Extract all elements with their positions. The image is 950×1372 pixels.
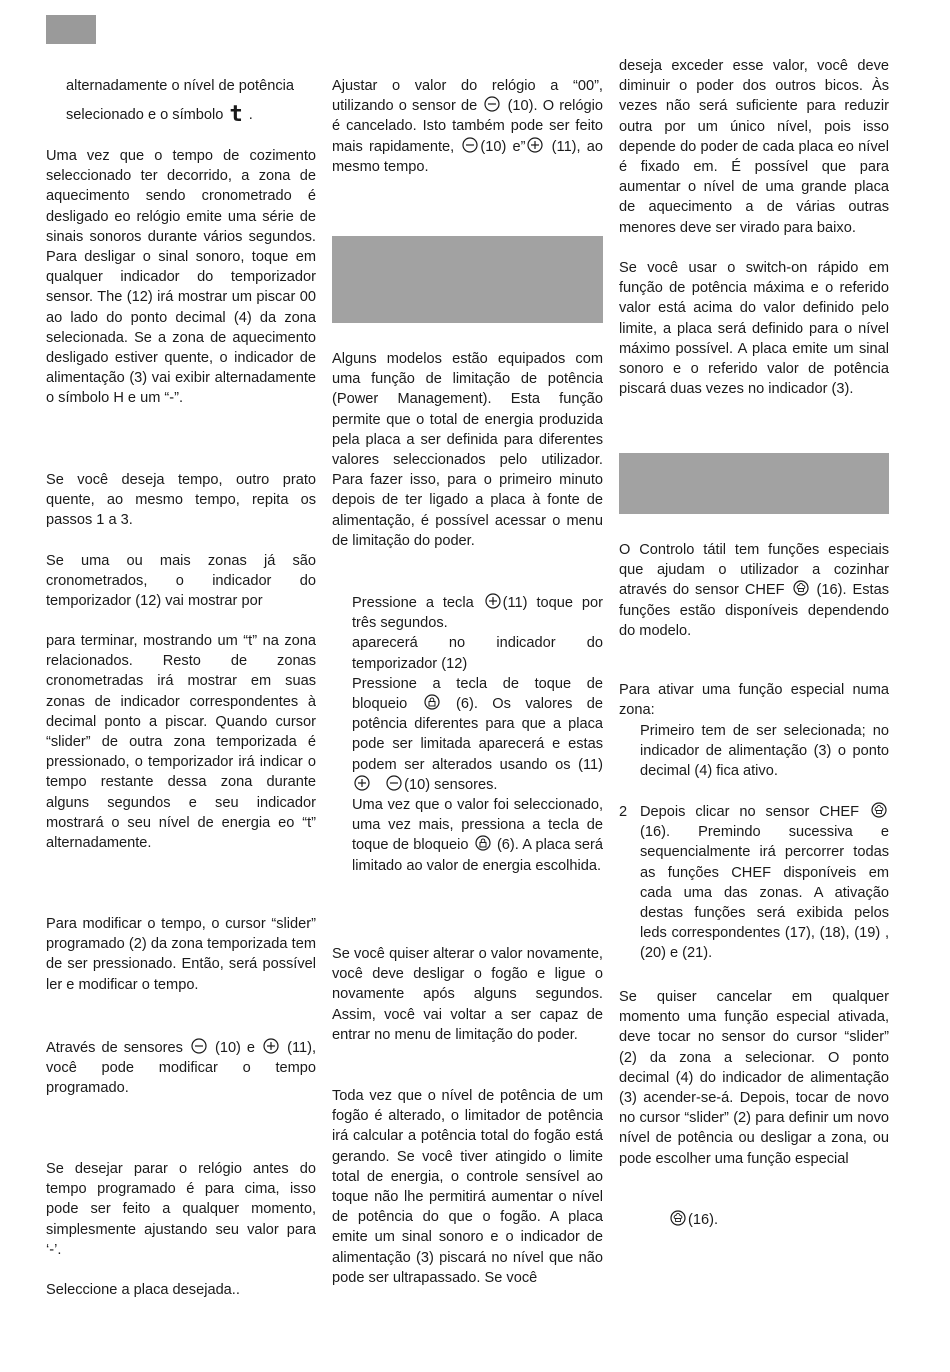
step-2: aparecerá no indicador do temporizador (12) <box>352 635 603 672</box>
text-span: O Controlo tátil tem funções especiais que ajudam o utilizador a cozinhar através do sensor CHEF <box>619 542 889 599</box>
step-1 <box>352 593 603 633</box>
text-span: (10) e <box>214 1040 256 1056</box>
corner-marker <box>46 15 96 44</box>
timer-t-icon: t <box>229 102 243 128</box>
chef-icon <box>793 580 809 596</box>
text-span: Pressione a tecla de toque de bloqueio <box>352 675 603 713</box>
list-text <box>640 802 889 964</box>
text-span: selecionado e o símbolo <box>66 107 224 124</box>
lock-icon <box>475 835 491 851</box>
text-line: alternadamente o nível de potência <box>66 78 294 94</box>
minus-circle-icon <box>484 96 500 112</box>
lock-icon <box>424 694 440 710</box>
chef-icon <box>670 1210 686 1226</box>
col3-paragraph-6 <box>668 1210 818 1230</box>
text-span: (6). Os valores de potência diferentes para que a placa pode ser limitada aparecerá e estas podem ser alterados usando os (11) <box>352 696 604 773</box>
col3-paragraph-5: Se quiser cancelar em qualquer momento uma função especial ativada, deve tocar no sensor do cursor “slider” (2) da zona a selecionar. O ponto decimal (4) do indicador de alimentação (3) acender-se-á. Depois, tocar de novo no cursor “slider” (2) para definir um novo nível de potência ou desligar a zona, ou pode escolher uma função especial <box>619 989 889 1167</box>
text-span: (16). Estas funções estão disponíveis dependendo do modelo. <box>619 582 889 639</box>
col1-paragraph-4: Se uma ou mais zonas já são cronometrados, o indicador do temporizador (12) vai mostrar por <box>46 553 316 610</box>
col1-paragraph-9: Seleccione a placa desejada.. <box>46 1282 240 1298</box>
col3-paragraph-3 <box>619 540 889 641</box>
minus-circle-icon <box>462 137 478 153</box>
col2-steps <box>352 593 603 876</box>
chef-icon <box>871 802 887 818</box>
text-span: (10). O relógio é cancelado. Isto também pode ser feito mais rapidamente, <box>332 98 604 155</box>
col1-paragraph-8: Se desejar parar o relógio antes do tempo programado é para cima, isso pode ser feito a qualquer momento, simplesmente ajustando seu valor para ‘-’. <box>46 1161 316 1258</box>
step-4 <box>352 795 603 876</box>
col1-paragraph-6: Para modificar o tempo, o cursor “slider” programado (2) da zona temporizada tem de ser pressionado. Então, será possível ler e modificar o tempo. <box>46 916 316 993</box>
text-span: (16). <box>688 1212 719 1228</box>
text-span: (10) <box>480 138 507 155</box>
col2-paragraph-2: Alguns modelos estão equipados com uma função de limitação de potência (Power Management). Esta função permite que o total de energia produzida pela placa a ser definida para diferentes valores seleccionados pelo utilizador. Para fazer isso, para o primeiro minuto depois de ter ligado a placa à fonte de alimentação, é possível acessar o menu de limitação do poder. <box>332 351 603 549</box>
text-span: (11), ao mesmo tempo. <box>332 138 604 175</box>
minus-circle-icon <box>191 1038 207 1054</box>
section-header-bar <box>332 236 603 323</box>
col3-list-item-2 <box>619 802 889 964</box>
text-line <box>66 102 320 128</box>
col3-paragraph-1: deseja exceder esse valor, você deve diminuir o poder dos outros bicos. Às vezes não será suficiente para reduzir outra por um único nível, pois isso depende do poder de cada placa eo nível é fixado em. É possível que para aumentar o nível de uma grande placa de aquecimento a de várias outras menores deve ser virado para baixo. <box>619 58 889 236</box>
plus-circle-icon <box>354 775 370 791</box>
text-span: . <box>248 107 253 124</box>
text-span: Através de sensores <box>46 1040 183 1056</box>
text-span: (11), você pode modificar o tempo programado. <box>46 1040 317 1097</box>
plus-circle-icon <box>485 593 501 609</box>
text-span: (16). Premindo sucessiva e sequencialmente irá percorrer todas as funções CHEF disponíveis em cada uma das zonas. A ativação destas funções será exibida pelos leds correspondentes (17), (18), (19) ,(20) e (21). <box>640 824 889 962</box>
col2-paragraph-4: Toda vez que o nível de potência de um fogão é alterado, o limitador de potência irá calcular a potência total do fogão está gerando. Se você tiver atingido o limite total de energia, o controle sensível ao toque não lhe permitirá aumentar o nível de potência do que o fogão. A placa emite um sinal sonoro e o indicador de alimentação (3) piscará no nível que não pode ser ultrapassado. Se você <box>332 1088 603 1286</box>
minus-circle-icon <box>386 775 402 791</box>
col2-paragraph-1 <box>332 76 603 177</box>
col1-paragraph-3: Se você deseja tempo, outro prato quente, ao mesmo tempo, repita os passos 1 a 3. <box>46 472 316 529</box>
col2-paragraph-3: Se você quiser alterar o valor novamente, você deve desligar o fogão e ligue o novamente após alguns segundos. Assim, você vai voltar a ser capaz de entrar no menu de limitação do poder. <box>332 946 603 1043</box>
plus-circle-icon <box>263 1038 279 1054</box>
col1-paragraph-2: Uma vez que o tempo de cozimento seleccionado ter decorrido, a zona de aquecimento sendo cronometrado é desligado eo relógio emite uma série de sinais sonoros durante vários segundos. Para desligar o sinal sonoro, toque em qualquer indicador do temporizador sensor. The (12) irá mostrar um piscar 00 ao lado do ponto decimal (4) da zona selecionada. Se a zona de aquecimento desligado estiver quente, o indicador de alimentação (3) vai exibir alternadamente o símbolo H e um “-”. <box>46 148 316 407</box>
text-span: (10) sensores. <box>404 776 498 793</box>
step-3 <box>352 674 603 795</box>
section-header-bar <box>619 453 889 514</box>
col1-paragraph-1 <box>66 76 320 128</box>
col3-paragraph-4: Para ativar uma função especial numa zona: <box>619 682 889 719</box>
col3-list-item-1: Primeiro tem de ser selecionada; no indicador de alimentação (3) o ponto decimal (4) fica ativo. <box>640 723 889 780</box>
col1-paragraph-5: para terminar, mostrando um “t” na zona relacionados. Resto de zonas cronometradas irá mostrar em suas zonas de indicador correspondentes à decimal ponto a piscar. Quando cursor “slider” de outra zona temporizada é pressionado, o temporizador irá indicar o tempo restante dessa zona durante alguns segundos e seu indicador mostrará o seu nível de energia eo “t” alternadamente. <box>46 633 316 852</box>
plus-circle-icon <box>527 137 543 153</box>
text-span: e” <box>512 138 526 155</box>
text-span: Pressione a tecla <box>352 595 474 611</box>
text-span: (11) toque por três segundos. <box>352 595 604 632</box>
text-span: Depois clicar no sensor CHEF <box>640 804 860 820</box>
col1-paragraph-7 <box>46 1038 316 1099</box>
col3-paragraph-2: Se você usar o switch-on rápido em função de potência máxima e o referido valor está acima do valor definido pelo limite, a placa será definido para o nível máximo possível. A placa emite um sinal sonoro e o referido valor de potência piscará duas vezes no indicador (3). <box>619 260 889 398</box>
text-span: (6). A placa será limitado ao valor de energia escolhida. <box>352 837 603 874</box>
text-span: Ajustar o valor do relógio a “00”, utilizando o sensor de <box>332 78 603 115</box>
text-span: Uma vez que o valor foi seleccionado, uma vez mais, pressiona a tecla de toque de bloqueio <box>352 797 603 854</box>
list-number: 2 <box>619 804 628 820</box>
